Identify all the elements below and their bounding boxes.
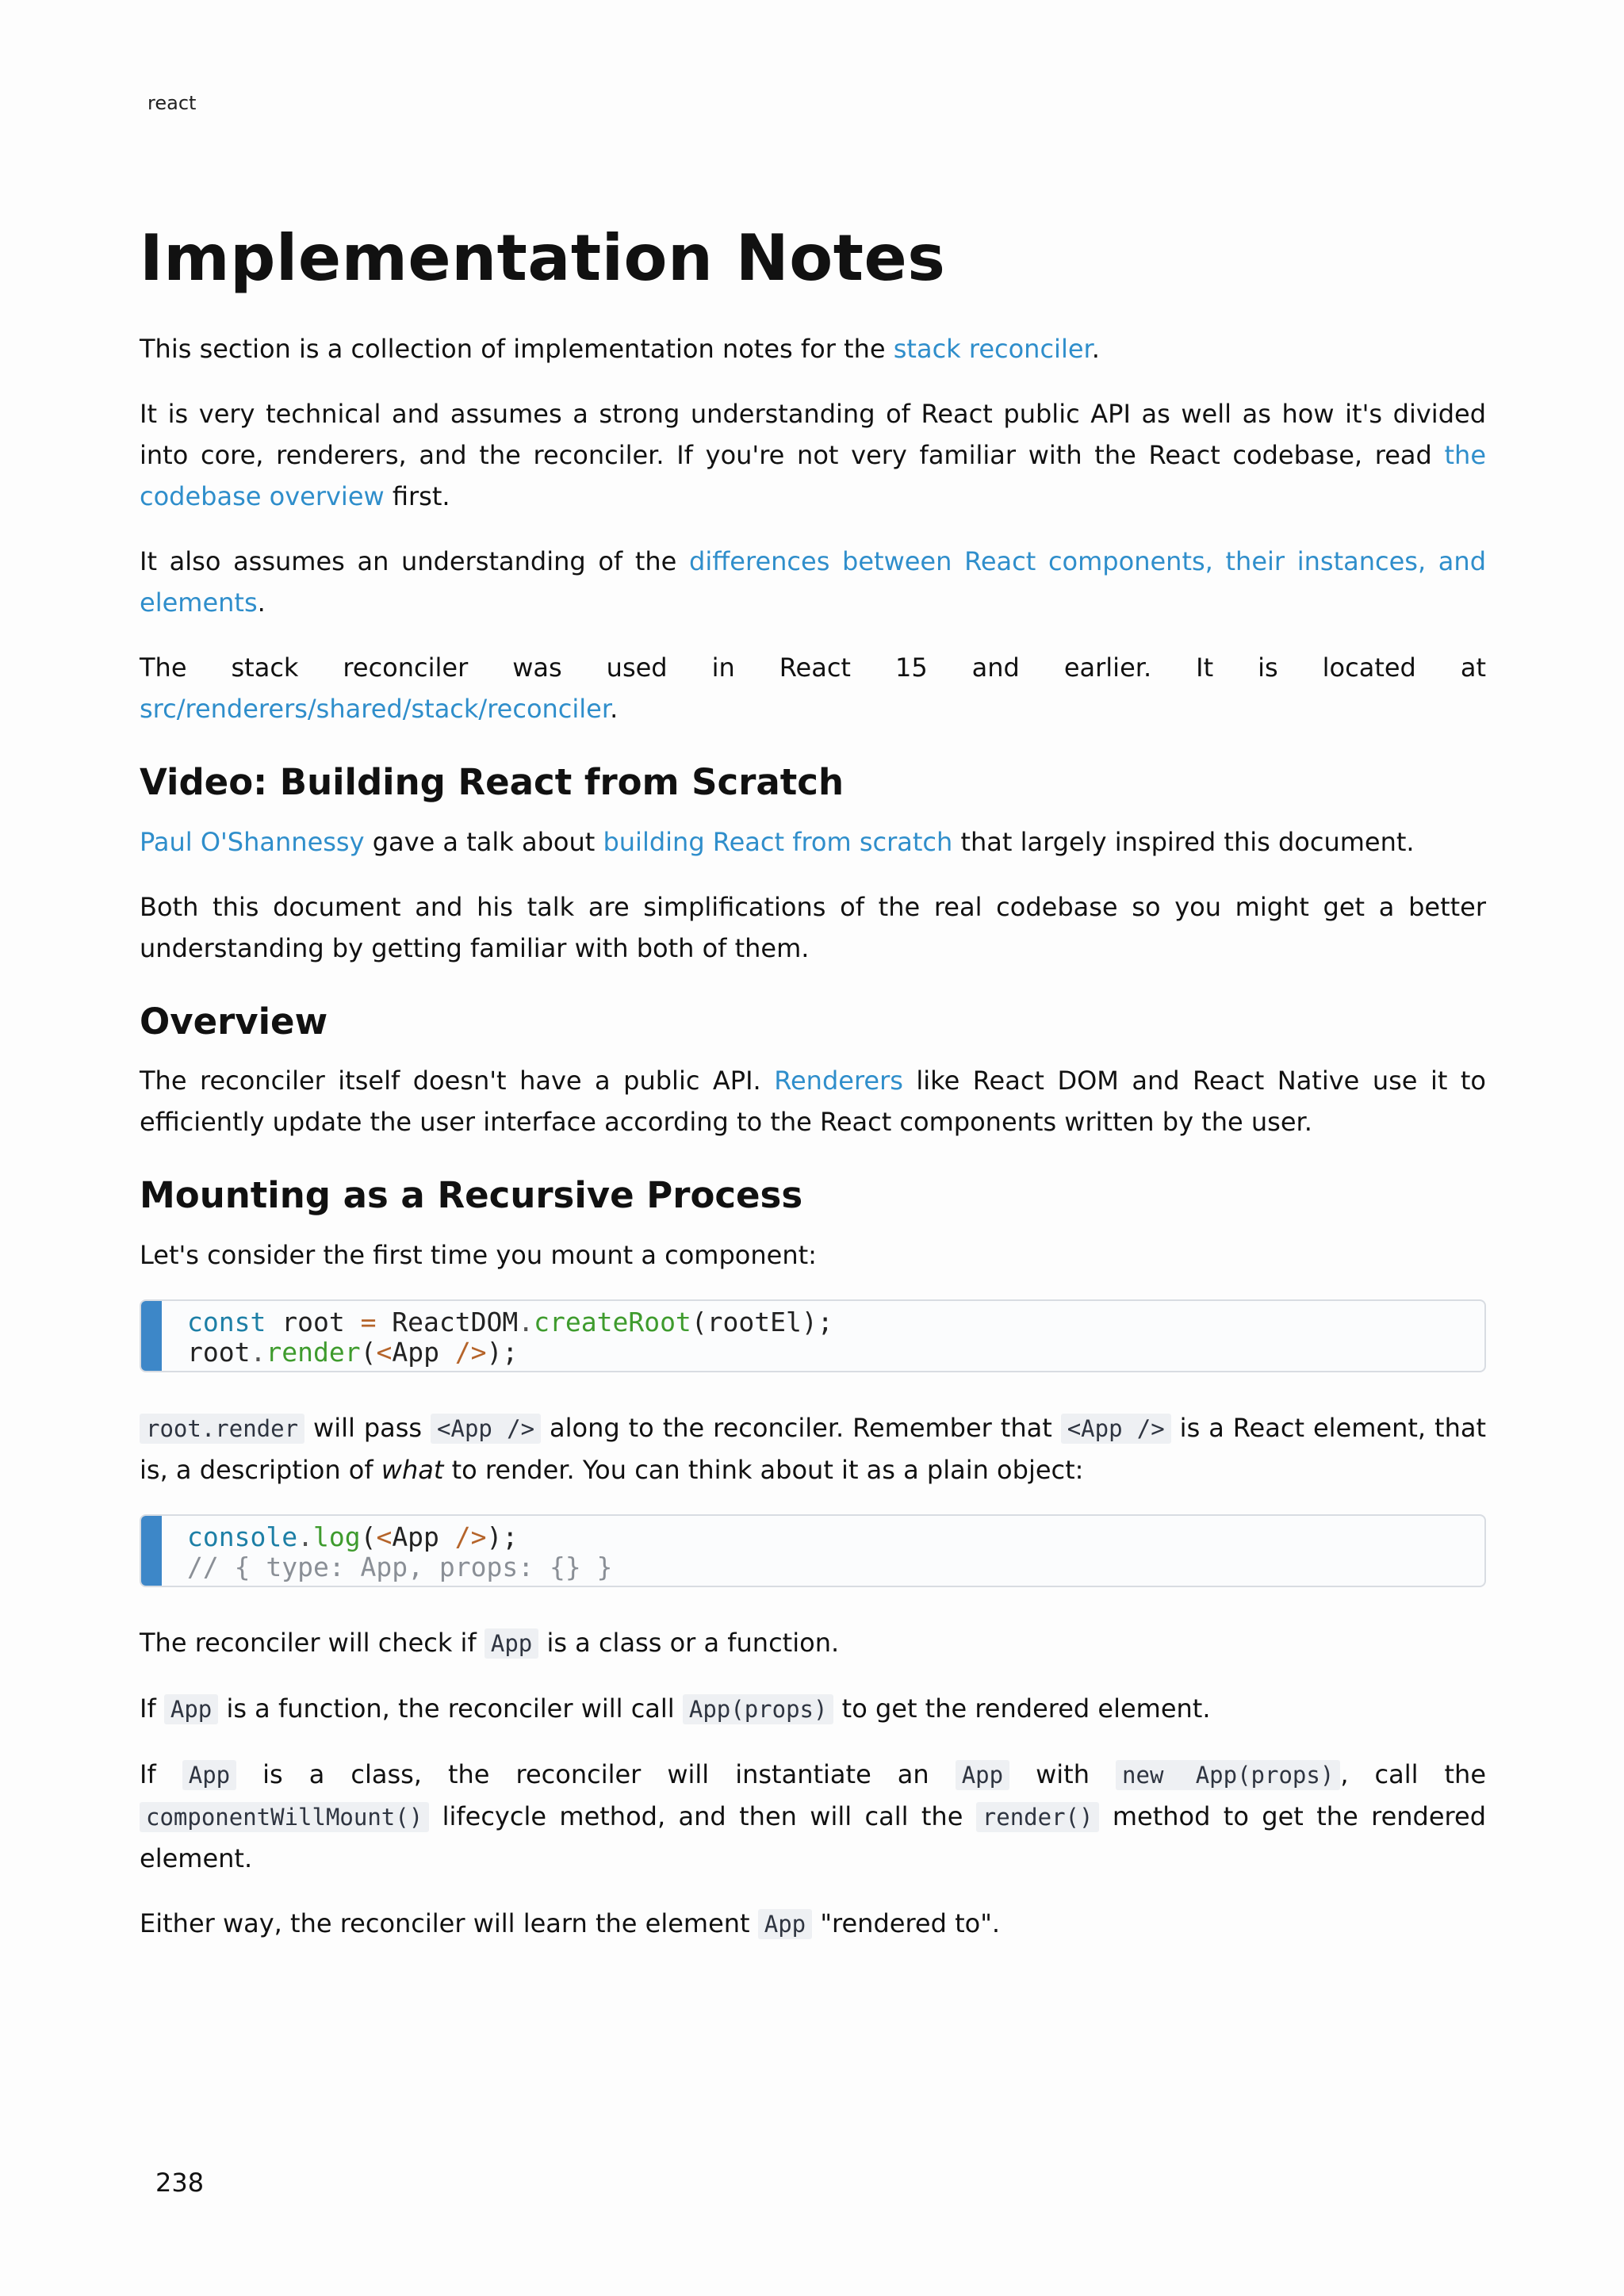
inline-code: App <box>485 1628 538 1659</box>
renderers-link[interactable]: Renderers <box>774 1066 903 1096</box>
overview-paragraph: The reconciler itself doesn't have a public API. Renderers like React DOM and React Native use it to efficiently update the user interface according to the React components written by the user. <box>140 1066 1487 1137</box>
video-heading: Video: Building React from Scratch <box>140 761 845 803</box>
intro-paragraph-1: This section is a collection of implementation notes for the stack reconciler. <box>140 334 1100 364</box>
inline-code: App(props) <box>683 1694 834 1724</box>
mounting-paragraph-1: Let's consider the first time you mount a component: <box>140 1239 817 1270</box>
page-number: 238 <box>155 2168 205 2198</box>
inline-code: render() <box>976 1802 1100 1832</box>
inline-code: <App /> <box>1061 1414 1171 1444</box>
mounting-paragraph-6: Either way, the reconciler will learn the element App "rendered to". <box>140 1908 1001 1938</box>
inline-code: new App(props) <box>1116 1760 1340 1790</box>
mounting-heading: Mounting as a Recursive Process <box>140 1174 803 1216</box>
code-block-console-log <box>140 1514 1486 1587</box>
code-block-accent-bar <box>141 1301 162 1371</box>
codebase-overview-link[interactable]: the codebase overview <box>140 440 1486 511</box>
intro-paragraph-2: It is very technical and assumes a strong understanding of React public API as well as how it's divided into core, renderers, and the reconciler. If you're not very familiar with the React codebase, read the codebase overview first. <box>140 399 1486 511</box>
reconciler-path-link[interactable]: src/renderers/shared/stack/reconciler <box>140 694 611 724</box>
inline-code: <App /> <box>431 1414 541 1444</box>
components-instances-elements-link[interactable]: differences between React components, their instances, and elements <box>140 546 1487 618</box>
inline-code: App <box>758 1909 812 1939</box>
intro-paragraph-4: The stack reconciler was used in React 15 and earlier. It is located at src/renderers/shared/stack/reconciler. <box>140 652 1486 724</box>
mounting-paragraph-3: The reconciler will check if App is a class or a function. <box>140 1627 840 1658</box>
overview-heading: Overview <box>140 1000 328 1043</box>
mounting-paragraph-2: root.render will pass <App /> along to the reconciler. Remember that <App /> is a React element, that is, a description of what to render. You can think about it as a plain object: <box>140 1412 1486 1485</box>
video-paragraph-1: Paul O'Shannessy gave a talk about building React from scratch that largely inspired this document. <box>140 826 1415 857</box>
inline-code: App <box>164 1694 218 1724</box>
mounting-paragraph-4: If App is a function, the reconciler will call App(props) to get the rendered element. <box>140 1693 1211 1724</box>
running-head: react <box>147 92 197 114</box>
code-block-render <box>140 1299 1486 1372</box>
inline-code: componentWillMount() <box>140 1802 429 1832</box>
intro-paragraph-3: It also assumes an understanding of the differences between React components, their instances, and elements. <box>140 546 1487 618</box>
video-paragraph-2: Both this document and his talk are simplifications of the real codebase so you might get a better understanding by getting familiar with both of them. <box>140 891 1486 963</box>
inline-code: App <box>956 1760 1009 1790</box>
code-block-render-text: const root = ReactDOM.createRoot(rootEl); root.render(<App />); <box>187 1306 833 1368</box>
mounting-paragraph-5: If App is a class, the reconciler will instantiate an App with new App(props) , call the componentWillMount() lifecycle method, and then will call the render() method to get the rendered element. <box>140 1758 1487 1873</box>
building-react-link[interactable]: building React from scratch <box>603 826 953 857</box>
inline-code: App <box>182 1760 236 1790</box>
paul-oshannessy-link[interactable]: Paul O'Shannessy <box>140 826 365 857</box>
page-title: Implementation Notes <box>140 221 946 295</box>
code-block-accent-bar <box>141 1516 162 1586</box>
inline-code: root.render <box>140 1414 304 1444</box>
stack-reconciler-link[interactable]: stack reconciler <box>893 334 1092 364</box>
page-content <box>140 221 1487 1969</box>
code-block-console-log-text: console.log(<App />); // { type: App, props: {} } <box>187 1521 613 1582</box>
